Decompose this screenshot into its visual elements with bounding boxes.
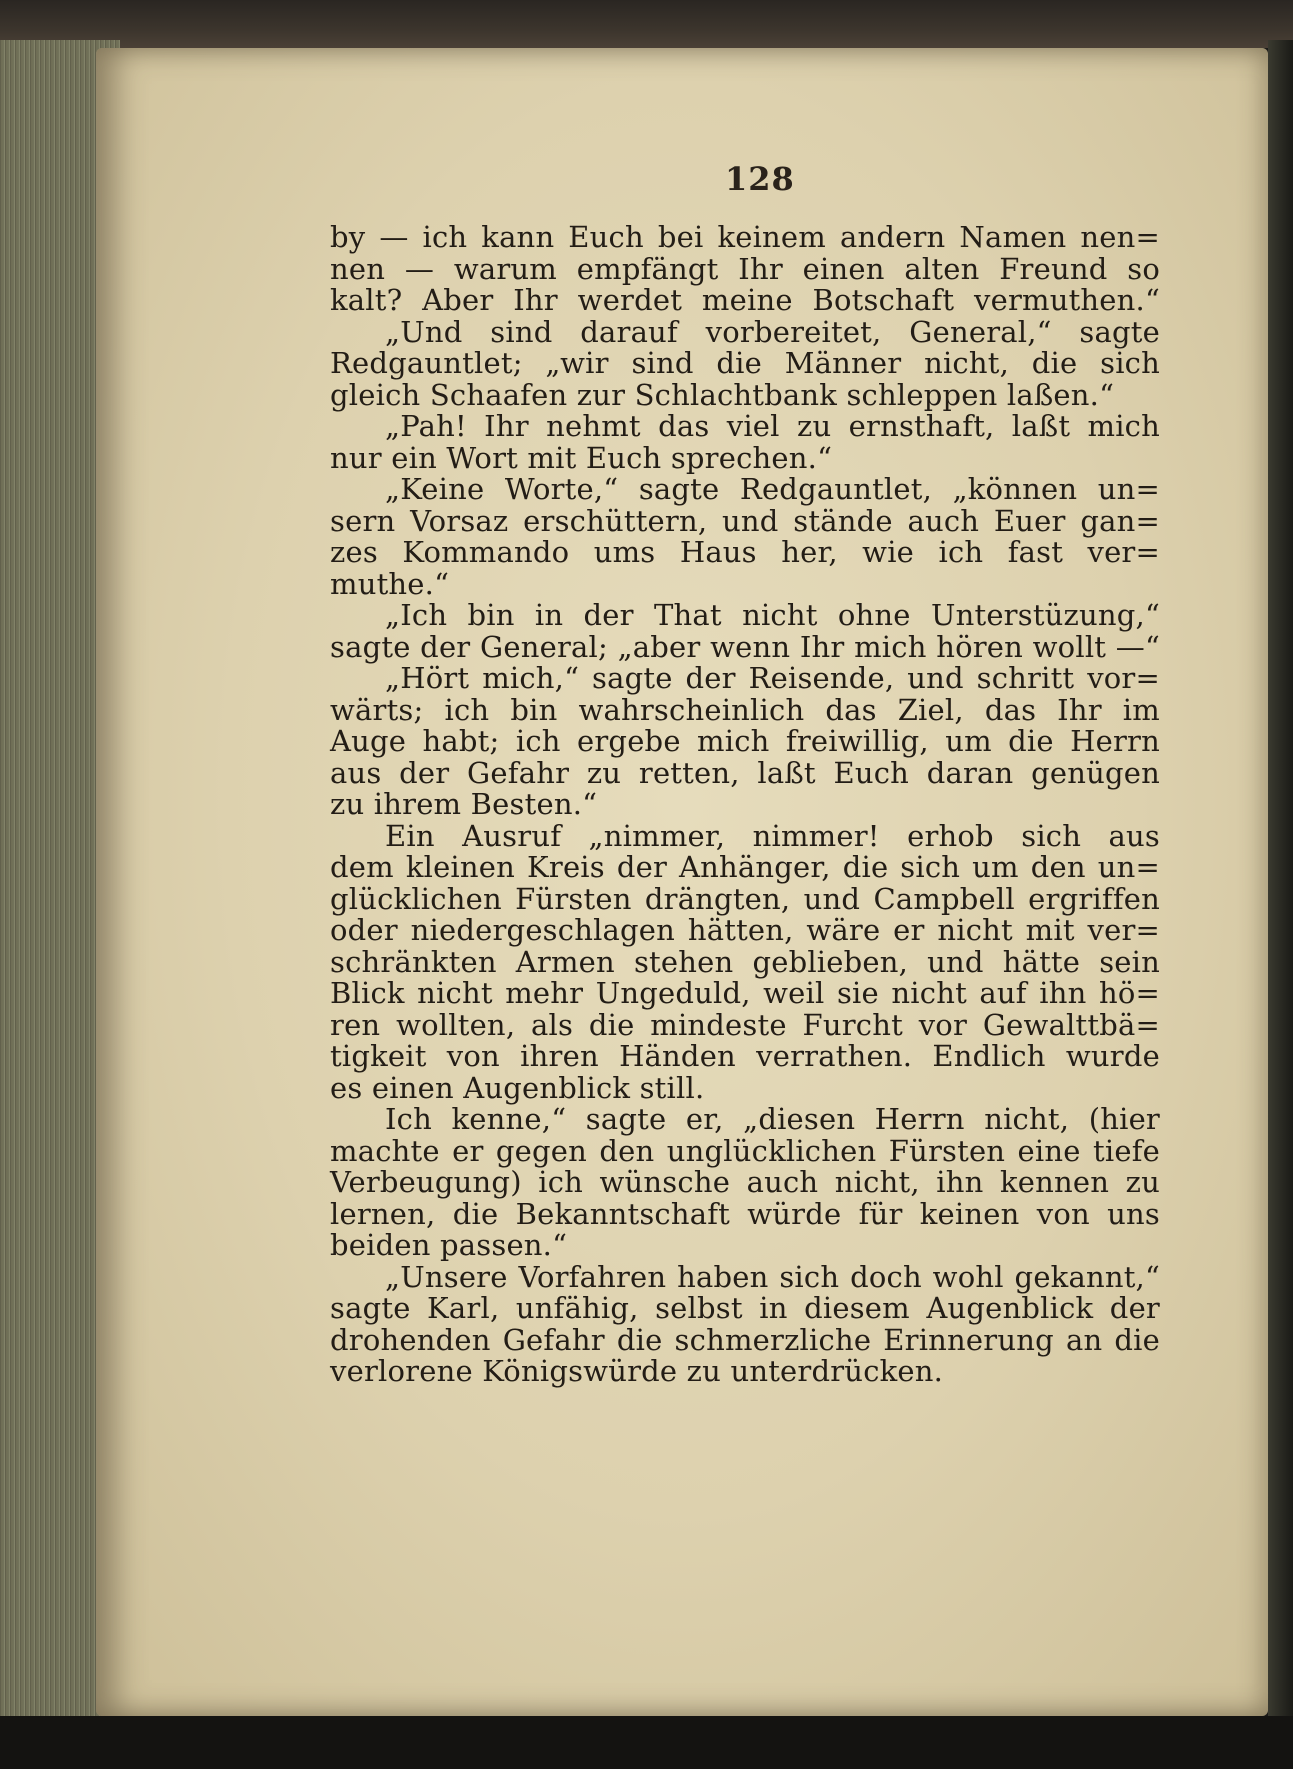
text-line: sern Vorsaz erschüttern, und stände auch Euer gan= [330,503,1160,538]
text-line: oder niedergeschlagen hätten, wäre er nicht mit ver= [330,913,1160,947]
bottom-background [0,1716,1293,1769]
text-line: „Unsere Vorfahren haben sich doch wohl gekannt,“ [385,1259,1160,1294]
text-line: verlorene Königswürde zu unterdrücken. [330,1354,944,1388]
text-line: „Ich bin in der That nicht ohne Unterstüzung,“ [385,598,1160,632]
body-text [330,222,1160,1388]
right-page-edge [1268,40,1293,1720]
text-line: glücklichen Fürsten drängten, und Campbell ergriffen [330,881,1160,916]
text-line: „Keine Worte,“ sagte Redgauntlet, „können un= [385,472,1160,506]
text-line: Redgauntlet; „wir sind die Männer nicht, die sich [330,346,1160,380]
text-line: es einen Augenblick still. [330,1070,705,1105]
text-line: sagte der General; „aber wenn Ihr mich hören wollt —“ [330,629,1160,664]
text-line: wärts; ich bin wahrscheinlich das Ziel, das Ihr im [330,692,1160,727]
text-line: nen — warum empfängt Ihr einen alten Freund so [330,251,1160,286]
text-line: „Pah! Ihr nehmt das viel zu ernsthaft, laßt mich [385,409,1160,443]
text-line: „Hört mich,“ sagte der Reisende, und schritt vor= [385,661,1160,695]
book-binding [0,0,1293,48]
text-line: lernen, die Bekanntschaft würde für keinen von uns [330,1196,1160,1231]
text-line: kalt? Aber Ihr werdet meine Botschaft vermuthen.“ [330,283,1160,317]
text-line: ren wollten, als die mindeste Furcht vor Gewalttbä= [330,1007,1160,1042]
text-line: Verbeugung) ich wünsche auch nicht, ihn kennen zu [330,1165,1160,1199]
text-line: schränkten Armen stehen geblieben, und hätte sein [330,944,1160,979]
page-number: 128 [725,160,795,198]
text-line: tigkeit von ihren Händen verrathen. Endlich wurde [330,1039,1160,1073]
text-line: dem kleinen Kreis der Anhänger, die sich um den un= [330,850,1160,884]
text-line: by — ich kann Euch bei keinem andern Namen nen= [330,220,1160,254]
text-line: zes Kommando ums Haus her, wie ich fast ver= [330,535,1160,569]
text-line: Blick nicht mehr Ungeduld, weil sie nicht auf ihn hö= [330,976,1160,1010]
text-line: Ich kenne,“ sagte er, „diesen Herrn nicht, (hier [385,1102,1160,1136]
text-line: machte er gegen den unglücklichen Fürsten eine tiefe [330,1133,1160,1168]
text-line: Auge habt; ich ergebe mich freiwillig, um die Herrn [330,724,1160,758]
text-line: „Und sind darauf vorbereitet, General,“ sagte [385,314,1160,349]
text-line: drohenden Gefahr die schmerzliche Erinnerung an die [330,1322,1160,1357]
text-line: muthe.“ [330,566,450,601]
text-line: nur ein Wort mit Euch sprechen.“ [330,440,833,475]
text-line: beiden passen.“ [330,1228,568,1262]
text-line: gleich Schaafen zur Schlachtbank schleppen laßen.“ [330,377,1115,412]
text-line: Ein Ausruf „nimmer, nimmer! erhob sich aus [385,818,1160,853]
text-line: aus der Gefahr zu retten, laßt Euch daran genügen [330,755,1160,790]
text-line: zu ihrem Besten.“ [330,787,598,821]
text-line: sagte Karl, unfähig, selbst in diesem Augenblick der [330,1291,1160,1325]
